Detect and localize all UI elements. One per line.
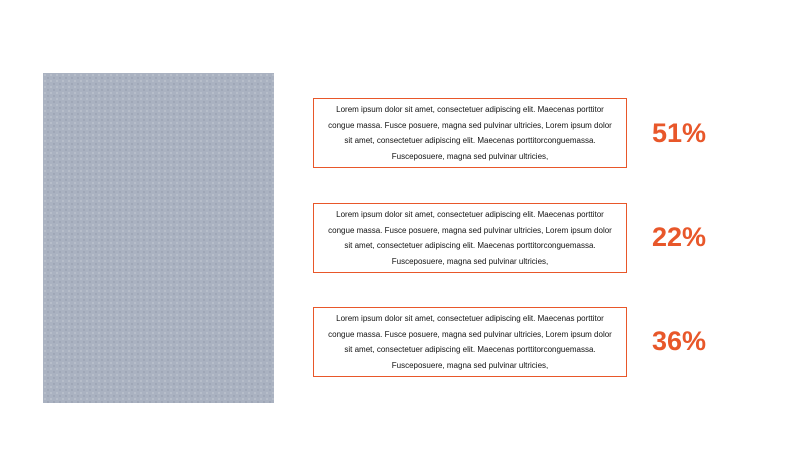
text-box-1-body: Lorem ipsum dolor sit amet, consectetuer adipiscing elit. Maecenas porttitor congue massa. Fusce posuere, magna sed pulvinar ultricies, Lorem ipsum dolor sit amet, consectetuer adipiscing elit. Maecenas porttitorconguemassa. Fusceposuere, magna sed pulvinar ultricies, [328,105,612,161]
text-box-3 [313,307,627,377]
percent-value-2: 22% [652,222,707,252]
percent-value-1: 51% [652,118,707,148]
text-box-2-body: Lorem ipsum dolor sit amet, consectetuer adipiscing elit. Maecenas porttitor congue massa. Fusce posuere, magna sed pulvinar ultricies, Lorem ipsum dolor sit amet, consectetuer adipiscing elit. Maecenas porttitorconguemassa. Fusceposuere, magna sed pulvinar ultricies, [328,210,612,266]
text-box-2 [313,203,627,273]
percent-value-3: 36% [652,326,707,356]
text-box-1 [313,98,627,168]
image-placeholder [43,73,274,403]
text-box-3-body: Lorem ipsum dolor sit amet, consectetuer adipiscing elit. Maecenas porttitor congue massa. Fusce posuere, magna sed pulvinar ultricies, Lorem ipsum dolor sit amet, consectetuer adipiscing elit. Maecenas porttitorconguemassa. Fusceposuere, magna sed pulvinar ultricies, [328,314,612,370]
